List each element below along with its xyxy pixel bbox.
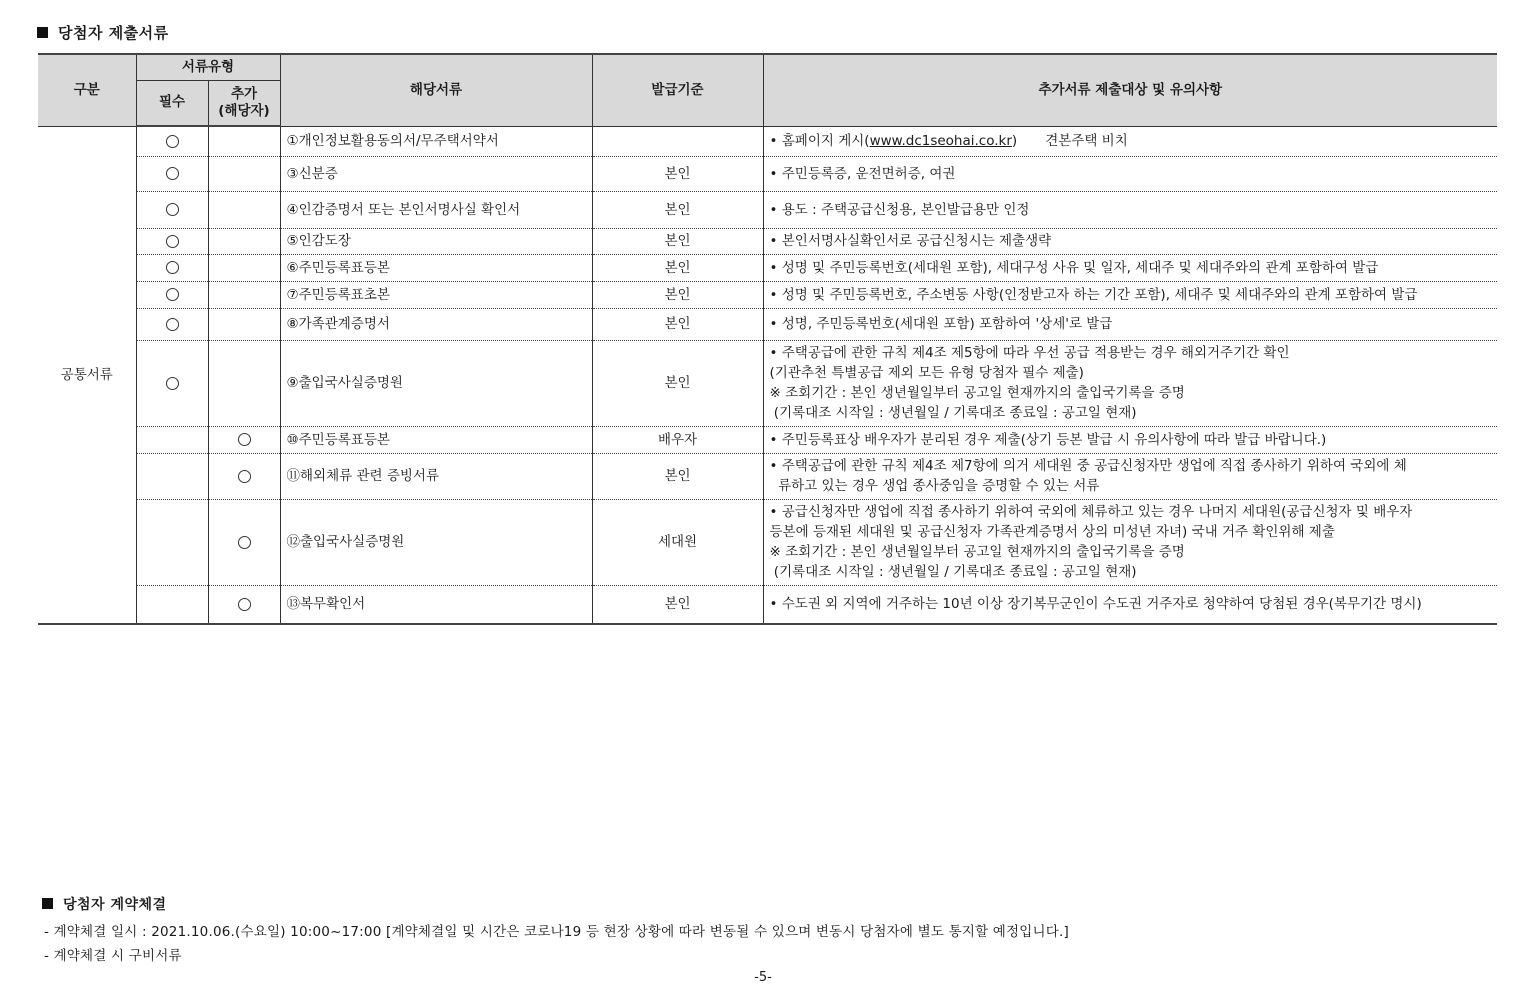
- additional-cell: [208, 228, 280, 254]
- additional-cell: [208, 453, 280, 499]
- circle-icon: [238, 598, 251, 611]
- document-name: ⑦주민등록표초본: [280, 281, 592, 308]
- note-line: (기관추천 특별공급 제외 모든 유형 당첨자 필수 제출): [769, 365, 1084, 381]
- table-row: [38, 281, 1497, 308]
- required-cell: [136, 156, 208, 191]
- notes-cell: [763, 585, 1497, 624]
- document-name: ①개인정보활용동의서/무주택서약서: [280, 126, 592, 156]
- issuance-standard: 본인: [592, 453, 763, 499]
- section-title-contract: [42, 894, 167, 914]
- issuance-standard: 본인: [592, 281, 763, 308]
- document-name: ⑨출입국사실증명원: [280, 340, 592, 426]
- required-cell: [136, 308, 208, 340]
- document-name: ⑧가족관계증명서: [280, 308, 592, 340]
- header-additional-line2: (해당자): [218, 102, 270, 119]
- circle-icon: [166, 288, 179, 301]
- circle-icon: [166, 167, 179, 180]
- issuance-standard: [592, 126, 763, 156]
- table-row: [38, 191, 1497, 228]
- additional-cell: [208, 585, 280, 624]
- circle-icon: [238, 536, 251, 549]
- notes-cell: [763, 281, 1497, 308]
- circle-icon: [166, 318, 179, 331]
- issuance-standard: 본인: [592, 228, 763, 254]
- note-line: 등본에 등재된 세대원 및 공급신청자 가족관계증명서 상의 미성년 자녀) 국내 거주 확인위해 제출: [769, 524, 1335, 540]
- notes-cell: [763, 191, 1497, 228]
- required-cell: [136, 453, 208, 499]
- required-cell: [136, 426, 208, 453]
- document-name: ④인감증명서 또는 본인서명사실 확인서: [280, 191, 592, 228]
- note-suffix: ): [1011, 133, 1018, 149]
- document-name: ⑥주민등록표등본: [280, 254, 592, 281]
- additional-cell: [208, 340, 280, 426]
- note-extra: 견본주택 비치: [1045, 133, 1128, 149]
- category-cell: 공통서류: [38, 126, 136, 624]
- notes-cell: [763, 254, 1497, 281]
- issuance-standard: 배우자: [592, 426, 763, 453]
- table-row: [38, 126, 1497, 156]
- table-row: [38, 228, 1497, 254]
- issuance-standard: 본인: [592, 308, 763, 340]
- notes-cell: [763, 126, 1497, 156]
- note-line: • 주택공급에 관한 규칙 제4조 제7항에 의거 세대원 중 공급신청자만 생업에 직접 종사하기 위하여 국외에 체: [769, 458, 1407, 474]
- note-line: ※ 조회기간 : 본인 생년월일부터 공고일 현재까지의 출입국기록을 증명: [769, 385, 1185, 401]
- note-line: • 공급신청자만 생업에 직접 종사하기 위하여 국외에 체류하고 있는 경우 나머지 세대원(공급신청자 및 배우자: [769, 504, 1413, 520]
- document-name: ⑬복무확인서: [280, 585, 592, 624]
- note-line: • 주민등록증, 운전면허증, 여권: [769, 165, 956, 182]
- additional-cell: [208, 156, 280, 191]
- issuance-standard: 본인: [592, 191, 763, 228]
- required-cell: [136, 499, 208, 585]
- required-cell: [136, 281, 208, 308]
- black-square-icon: [37, 27, 48, 38]
- black-square-icon: [42, 898, 53, 909]
- header-issuance: 발급기준: [592, 54, 763, 126]
- document-name: ⑤인감도장: [280, 228, 592, 254]
- circle-icon: [166, 377, 179, 390]
- table-row: [38, 254, 1497, 281]
- table-row: [38, 585, 1497, 624]
- section-title-text: 당첨자 계약체결: [63, 897, 167, 913]
- issuance-standard: 본인: [592, 340, 763, 426]
- note-line: • 수도권 외 지역에 거주하는 10년 이상 장기복무군인이 수도권 거주자로 청약하여 당첨된 경우(복무기간 명시): [769, 596, 1422, 613]
- issuance-standard: 본인: [592, 156, 763, 191]
- issuance-standard: 본인: [592, 585, 763, 624]
- note-line: • 성명 및 주민등록번호(세대원 포함), 세대구성 사유 및 일자, 세대주 및 세대주와의 관계 포함하여 발급: [769, 259, 1379, 276]
- header-doc-type: 서류유형: [136, 54, 280, 80]
- notes-cell: [763, 453, 1497, 499]
- header-additional-line1: 추가: [230, 85, 258, 102]
- header-required: 필수: [136, 80, 208, 126]
- note-line: • 용도 : 주택공급신청용, 본인발급용만 인정: [769, 201, 1030, 218]
- note-line: (기록대조 시작일 : 생년월일 / 기록대조 종료일 : 공고일 현재): [769, 564, 1137, 580]
- circle-icon: [166, 135, 179, 148]
- note-line: • 성명, 주민등록번호(세대원 포함) 포함하여 '상세'로 발급: [769, 316, 1113, 332]
- note-line: • 주민등록표상 배우자가 분리된 경우 제출(상기 등본 발급 시 유의사항에 따라 발급 바랍니다.): [769, 431, 1327, 448]
- contract-docs-line: - 계약체결 시 구비서류: [44, 948, 182, 964]
- header-additional: [208, 80, 280, 126]
- document-name: ⑪해외체류 관련 증빙서류: [280, 453, 592, 499]
- table-row: [38, 308, 1497, 340]
- section-title-submission-docs: [37, 22, 169, 43]
- required-cell: [136, 585, 208, 624]
- required-cell: [136, 340, 208, 426]
- notes-cell: [763, 499, 1497, 585]
- document-name: ③신분증: [280, 156, 592, 191]
- table-row: [38, 156, 1497, 191]
- notes-cell: [763, 426, 1497, 453]
- additional-cell: [208, 281, 280, 308]
- note-prefix: • 홈페이지 게시(: [769, 133, 870, 149]
- table-row: [38, 340, 1497, 426]
- circle-icon: [238, 433, 251, 446]
- header-category: 구분: [38, 54, 136, 126]
- additional-cell: [208, 499, 280, 585]
- note-line: • 주택공급에 관한 규칙 제4조 제5항에 따라 우선 공급 적용받는 경우 해외거주기간 확인: [769, 345, 1290, 361]
- note-line: 류하고 있는 경우 생업 종사중임을 증명할 수 있는 서류: [769, 478, 1100, 494]
- circle-icon: [166, 261, 179, 274]
- required-cell: [136, 126, 208, 156]
- issuance-standard: 세대원: [592, 499, 763, 585]
- notes-cell: [763, 156, 1497, 191]
- circle-icon: [238, 470, 251, 483]
- additional-cell: [208, 126, 280, 156]
- document-name: ⑫출입국사실증명원: [280, 499, 592, 585]
- page-number: -5-: [754, 970, 772, 985]
- table-row: [38, 426, 1497, 453]
- required-cell: [136, 254, 208, 281]
- required-cell: [136, 228, 208, 254]
- submission-documents-table: [38, 53, 1497, 625]
- contract-date-line: - 계약체결 일시 : 2021.10.06.(수요일) 10:00~17:00 [계약체결일 및 시간은 코로나19 등 현장 상황에 따라 변동될 수 있으며 변동시 당첨자에 별도 통지할 예정입니다.]: [44, 924, 1069, 940]
- additional-cell: [208, 254, 280, 281]
- note-line: • 본인서명사실확인서로 공급신청시는 제출생략: [769, 233, 1052, 249]
- issuance-standard: 본인: [592, 254, 763, 281]
- table-row: [38, 453, 1497, 499]
- required-cell: [136, 191, 208, 228]
- note-line: (기록대조 시작일 : 생년월일 / 기록대조 종료일 : 공고일 현재): [769, 405, 1137, 421]
- homepage-link[interactable]: www.dc1seohai.co.kr: [869, 133, 1012, 149]
- document-name: ⑩주민등록표등본: [280, 426, 592, 453]
- circle-icon: [166, 203, 179, 216]
- table-row: [38, 499, 1497, 585]
- notes-cell: [763, 308, 1497, 340]
- additional-cell: [208, 426, 280, 453]
- header-document: 해당서류: [280, 54, 592, 126]
- additional-cell: [208, 191, 280, 228]
- circle-icon: [166, 235, 179, 248]
- note-line: ※ 조회기간 : 본인 생년월일부터 공고일 현재까지의 출입국기록을 증명: [769, 544, 1185, 560]
- notes-cell: [763, 340, 1497, 426]
- section-title-text: 당첨자 제출서류: [58, 24, 169, 42]
- notes-cell: [763, 228, 1497, 254]
- header-notes: 추가서류 제출대상 및 유의사항: [763, 54, 1497, 126]
- note-line: • 성명 및 주민등록번호, 주소변동 사항(인정받고자 하는 기간 포함), 세대주 및 세대주와의 관계 포함하여 발급: [769, 286, 1418, 303]
- additional-cell: [208, 308, 280, 340]
